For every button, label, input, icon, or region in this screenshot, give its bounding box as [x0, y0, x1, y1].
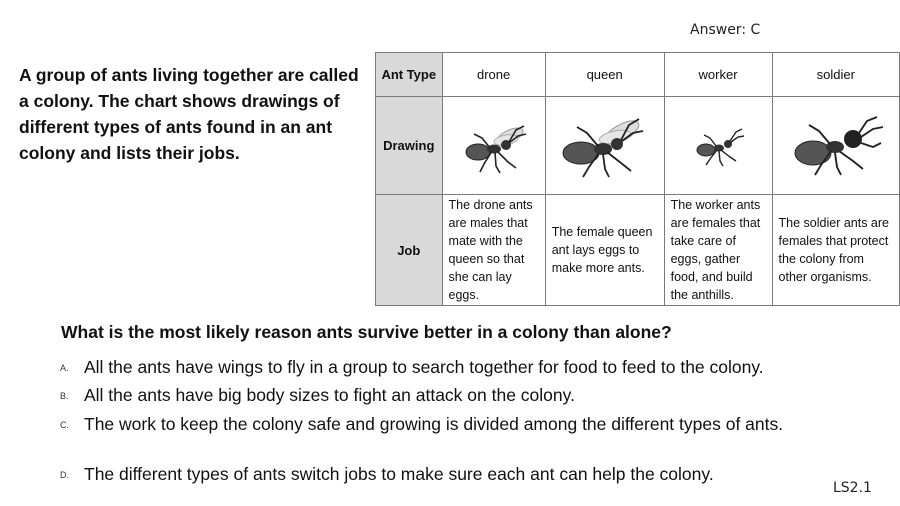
intro-text: A group of ants living together are called a colony. The chart shows drawings of different types of ants found in an ant colony and lists their jobs. — [19, 65, 359, 163]
standard-code: LS2.1 — [833, 480, 872, 496]
queen-job-text: The female queen ant lays eggs to make more ants. — [545, 195, 664, 306]
worker-job-text: The worker ants are females that take care of eggs, gather food, and build the anthills. — [664, 195, 772, 306]
option-a[interactable] — [60, 356, 830, 378]
option-d-letter: D. — [60, 470, 69, 480]
row-header-drawing: Drawing — [376, 97, 443, 195]
answer-label: Answer: C — [690, 22, 761, 38]
drawing-row — [376, 97, 900, 195]
drone-ant-icon — [454, 116, 534, 176]
soldier-job-text: The soldier ants are females that protect the colony from other organisms. — [772, 195, 899, 306]
ant-name-worker: worker — [664, 53, 772, 97]
option-a-text: All the ants have wings to fly in a group to search together for food to feed to the colony. — [84, 357, 764, 377]
worker-ant-icon — [688, 123, 748, 169]
drone-job-text: The drone ants are males that mate with the queen so that she can lay eggs. — [442, 195, 545, 306]
option-c-text: The work to keep the colony safe and growing is divided among the different types of ants. — [84, 414, 784, 434]
option-d[interactable] — [60, 463, 830, 485]
worker-drawing-cell — [664, 97, 772, 195]
queen-ant-icon — [555, 111, 655, 181]
row-header-ant-type: Ant Type — [376, 53, 443, 97]
ant-chart-table — [375, 52, 900, 306]
question-text: What is the most likely reason ants survive better in a colony than alone? — [61, 322, 672, 342]
option-b-text: All the ants have big body sizes to fight an attack on the colony. — [84, 385, 575, 405]
option-b[interactable] — [60, 384, 830, 406]
option-c[interactable] — [60, 413, 830, 435]
ant-type-row — [376, 53, 900, 97]
option-b-letter: B. — [60, 391, 69, 401]
row-header-job: Job — [376, 195, 443, 306]
option-d-text: The different types of ants switch jobs to make sure each ant can help the colony. — [84, 464, 714, 484]
soldier-drawing-cell — [772, 97, 899, 195]
drone-drawing-cell — [442, 97, 545, 195]
ant-name-soldier: soldier — [772, 53, 899, 97]
option-c-letter: C. — [60, 420, 69, 430]
soldier-ant-icon — [783, 113, 889, 179]
job-row — [376, 195, 900, 306]
ant-name-queen: queen — [545, 53, 664, 97]
ant-name-drone: drone — [442, 53, 545, 97]
queen-drawing-cell — [545, 97, 664, 195]
option-a-letter: A. — [60, 363, 69, 373]
